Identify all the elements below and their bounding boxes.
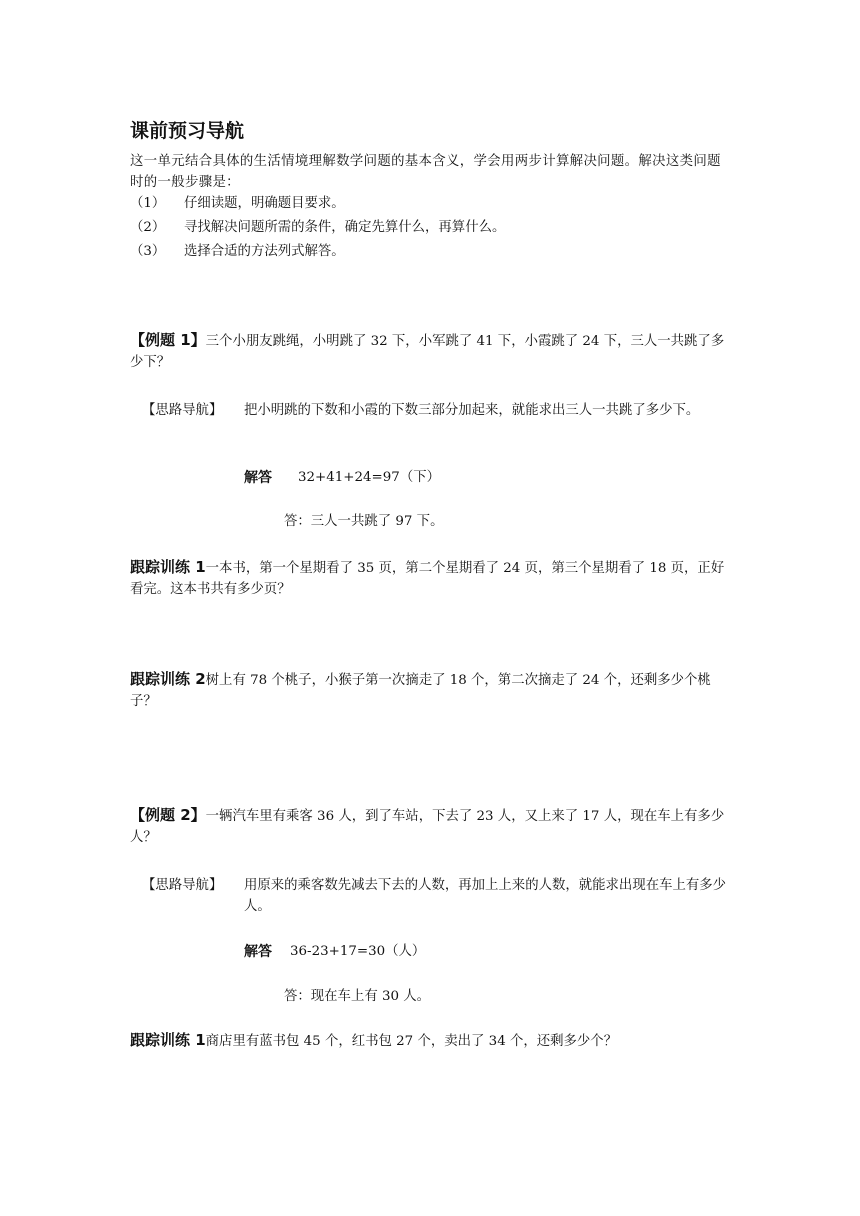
example-2-hint-label: 【思路导航】 [142, 878, 223, 893]
example-2-question: 一辆汽车里有乘客 36 人，到了车站，下去了 23 人，又上来了 17 人，现在车上有多少人？ [130, 809, 725, 845]
example-1-hint-label: 【思路导航】 [142, 403, 223, 418]
practice-1b-question: 商店里有蓝书包 45 个，红书包 27 个，卖出了 34 个，还剩多少个？ [205, 1034, 618, 1049]
practice-2a-label: 跟踪训练 2 [130, 670, 206, 688]
example-1-label: 【例题 1】 [130, 331, 206, 349]
example-1-answer: 32+41+24=97（下） [298, 470, 440, 485]
example-2-answer: 36-23+17=30（人） [290, 944, 426, 959]
example-1-hint [244, 400, 732, 421]
step-1-number: （1） [130, 196, 166, 211]
example-2-hint-text: 用原来的乘客数先减去下去的人数，再加上上来的人数，就能求出现在车上有多少人。 [244, 878, 727, 914]
practice-2a-block [130, 669, 732, 712]
example-2-hint [244, 875, 732, 917]
intro-paragraph: 这一单元结合具体的生活情境理解数学问题的基本含义，学会用两步计算解决问题。解决这类问题时的一般步骤是： [130, 154, 721, 190]
practice-2a-question: 树上有 78 个桃子，小猴子第一次摘走了 18 个，第二次摘走了 24 个，还剩多少个桃子？ [130, 673, 711, 709]
example-2-label: 【例题 2】 [130, 806, 206, 824]
example-2-answer-label: 解答 [244, 944, 272, 960]
step-1-text: 仔细读题，明确题目要求。 [184, 196, 345, 211]
example-1-block [130, 330, 732, 373]
example-1-answer-label: 解答 [244, 470, 272, 486]
example-1-conclusion: 答：三人一共跳了 97 下。 [284, 514, 444, 529]
practice-1a-label: 跟踪训练 1 [130, 558, 206, 576]
example-1-hint-text: 把小明跳的下数和小霞的下数三部分加起来，就能求出三人一共跳了多少下。 [244, 403, 700, 418]
practice-1b-block [130, 1030, 732, 1052]
practice-1a-block [130, 557, 732, 600]
step-2-number: （2） [130, 220, 166, 235]
step-3-text: 选择合适的方法列式解答。 [184, 244, 345, 259]
example-2-block [130, 805, 732, 848]
step-2-text: 寻找解决问题所需的条件，确定先算什么，再算什么。 [184, 220, 506, 235]
practice-1b-label: 跟踪训练 1 [130, 1031, 206, 1049]
example-1-question: 三个小朋友跳绳，小明跳了 32 下，小军跳了 41 下，小霞跳了 24 下，三人一共跳了多少下？ [130, 334, 725, 370]
section-title: 课前预习导航 [130, 120, 245, 142]
step-3-number: （3） [130, 244, 166, 259]
example-2-conclusion: 答：现在车上有 30 人。 [284, 989, 431, 1004]
practice-1a-question: 一本书，第一个星期看了 35 页，第二个星期看了 24 页，第三个星期看了 18 页，正好看完。这本书共有多少页？ [130, 561, 725, 597]
